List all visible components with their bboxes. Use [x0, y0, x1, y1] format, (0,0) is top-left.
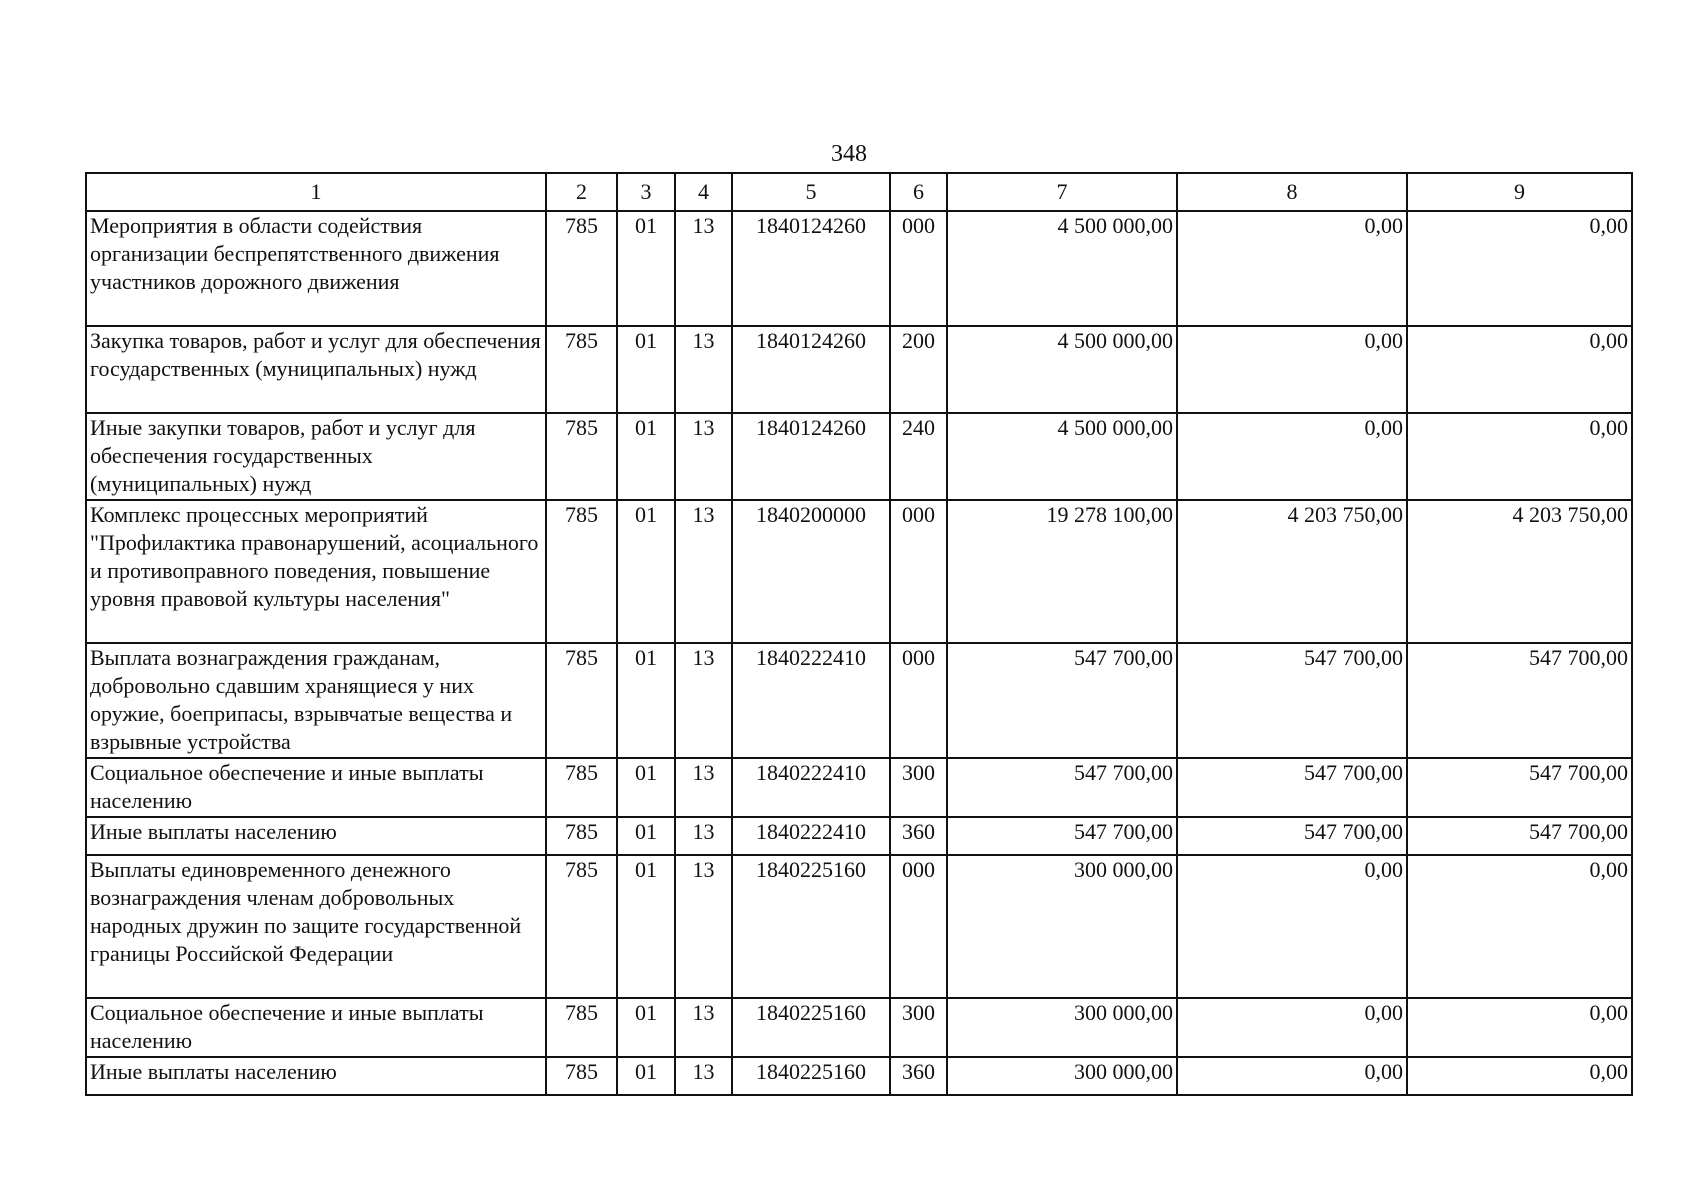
- column-header: 6: [890, 173, 947, 211]
- code-cell: 01: [617, 817, 675, 855]
- code-cell: 13: [675, 413, 732, 500]
- code-cell: 785: [546, 1057, 617, 1095]
- amount-cell: 0,00: [1177, 326, 1407, 413]
- code-cell: 13: [675, 758, 732, 817]
- row-name: Иные закупки товаров, работ и услуг для обеспечения государственных (муниципальных) нужд: [86, 413, 546, 500]
- amount-cell: 4 500 000,00: [947, 211, 1177, 326]
- code-cell: 01: [617, 1057, 675, 1095]
- code-cell: 785: [546, 855, 617, 998]
- code-cell: 785: [546, 817, 617, 855]
- table-row: [86, 643, 1632, 758]
- code-cell: 13: [675, 1057, 732, 1095]
- table-row: [86, 998, 1632, 1057]
- table-row: [86, 211, 1632, 326]
- code-cell: 240: [890, 413, 947, 500]
- code-cell: 360: [890, 817, 947, 855]
- column-header: 3: [617, 173, 675, 211]
- amount-cell: 19 278 100,00: [947, 500, 1177, 643]
- column-header: 1: [86, 173, 546, 211]
- amount-cell: 547 700,00: [947, 758, 1177, 817]
- column-header: 2: [546, 173, 617, 211]
- column-header: 4: [675, 173, 732, 211]
- amount-cell: 4 203 750,00: [1177, 500, 1407, 643]
- header-row: [86, 173, 1632, 211]
- code-cell: 1840225160: [732, 855, 890, 998]
- code-cell: 000: [890, 500, 947, 643]
- table-row: [86, 855, 1632, 998]
- table-row: [86, 326, 1632, 413]
- row-name: Закупка товаров, работ и услуг для обеспечения государственных (муниципальных) нужд: [86, 326, 546, 413]
- amount-cell: 547 700,00: [1407, 643, 1632, 758]
- code-cell: 785: [546, 326, 617, 413]
- code-cell: 01: [617, 211, 675, 326]
- amount-cell: 0,00: [1407, 998, 1632, 1057]
- code-cell: 1840222410: [732, 643, 890, 758]
- code-cell: 01: [617, 326, 675, 413]
- amount-cell: 4 500 000,00: [947, 413, 1177, 500]
- amount-cell: 0,00: [1177, 1057, 1407, 1095]
- code-cell: 1840225160: [732, 998, 890, 1057]
- amount-cell: 0,00: [1407, 326, 1632, 413]
- code-cell: 300: [890, 998, 947, 1057]
- code-cell: 13: [675, 326, 732, 413]
- table-row: [86, 500, 1632, 643]
- code-cell: 300: [890, 758, 947, 817]
- column-header: 5: [732, 173, 890, 211]
- column-header: 9: [1407, 173, 1632, 211]
- amount-cell: 300 000,00: [947, 998, 1177, 1057]
- code-cell: 1840124260: [732, 413, 890, 500]
- amount-cell: 0,00: [1177, 855, 1407, 998]
- amount-cell: 0,00: [1177, 413, 1407, 500]
- amount-cell: 0,00: [1407, 413, 1632, 500]
- table-row: [86, 817, 1632, 855]
- code-cell: 000: [890, 643, 947, 758]
- amount-cell: 547 700,00: [1177, 758, 1407, 817]
- amount-cell: 547 700,00: [1177, 643, 1407, 758]
- code-cell: 13: [675, 817, 732, 855]
- budget-table: [85, 172, 1633, 1096]
- table-row: [86, 758, 1632, 817]
- row-name: Социальное обеспечение и иные выплаты населению: [86, 998, 546, 1057]
- row-name: Иные выплаты населению: [86, 1057, 546, 1095]
- row-name: Выплаты единовременного денежного вознаграждения членам добровольных народных дружин по защите государственной границы Российской Федерации: [86, 855, 546, 998]
- code-cell: 01: [617, 855, 675, 998]
- code-cell: 13: [675, 855, 732, 998]
- code-cell: 000: [890, 855, 947, 998]
- amount-cell: 547 700,00: [1407, 817, 1632, 855]
- code-cell: 1840222410: [732, 817, 890, 855]
- row-name: Комплекс процессных мероприятий "Профилактика правонарушений, асоциального и противоправного поведения, повышение уровня правовой культуры населения": [86, 500, 546, 643]
- code-cell: 000: [890, 211, 947, 326]
- table-row: [86, 1057, 1632, 1095]
- code-cell: 1840222410: [732, 758, 890, 817]
- amount-cell: 547 700,00: [947, 643, 1177, 758]
- amount-cell: 0,00: [1407, 855, 1632, 998]
- code-cell: 13: [675, 643, 732, 758]
- row-name: Социальное обеспечение и иные выплаты населению: [86, 758, 546, 817]
- code-cell: 01: [617, 500, 675, 643]
- column-header: 8: [1177, 173, 1407, 211]
- amount-cell: 0,00: [1177, 998, 1407, 1057]
- code-cell: 1840225160: [732, 1057, 890, 1095]
- table-row: [86, 413, 1632, 500]
- code-cell: 01: [617, 643, 675, 758]
- code-cell: 785: [546, 211, 617, 326]
- column-header: 7: [947, 173, 1177, 211]
- amount-cell: 0,00: [1407, 211, 1632, 326]
- amount-cell: 4 500 000,00: [947, 326, 1177, 413]
- amount-cell: 4 203 750,00: [1407, 500, 1632, 643]
- amount-cell: 547 700,00: [1407, 758, 1632, 817]
- row-name: Мероприятия в области содействия организации беспрепятственного движения участников дорожного движения: [86, 211, 546, 326]
- code-cell: 785: [546, 500, 617, 643]
- code-cell: 13: [675, 500, 732, 643]
- row-name: Иные выплаты населению: [86, 817, 546, 855]
- amount-cell: 300 000,00: [947, 855, 1177, 998]
- amount-cell: 300 000,00: [947, 1057, 1177, 1095]
- page-number: 348: [831, 141, 867, 167]
- code-cell: 200: [890, 326, 947, 413]
- amount-cell: 547 700,00: [1177, 817, 1407, 855]
- code-cell: 785: [546, 413, 617, 500]
- code-cell: 785: [546, 998, 617, 1057]
- amount-cell: 0,00: [1177, 211, 1407, 326]
- code-cell: 01: [617, 998, 675, 1057]
- code-cell: 785: [546, 758, 617, 817]
- code-cell: 1840124260: [732, 211, 890, 326]
- code-cell: 1840124260: [732, 326, 890, 413]
- code-cell: 01: [617, 413, 675, 500]
- amount-cell: 547 700,00: [947, 817, 1177, 855]
- code-cell: 1840200000: [732, 500, 890, 643]
- code-cell: 01: [617, 758, 675, 817]
- code-cell: 13: [675, 998, 732, 1057]
- row-name: Выплата вознаграждения гражданам, добровольно сдавшим хранящиеся у них оружие, боеприпасы, взрывчатые вещества и взрывные устройства: [86, 643, 546, 758]
- code-cell: 785: [546, 643, 617, 758]
- code-cell: 13: [675, 211, 732, 326]
- code-cell: 360: [890, 1057, 947, 1095]
- amount-cell: 0,00: [1407, 1057, 1632, 1095]
